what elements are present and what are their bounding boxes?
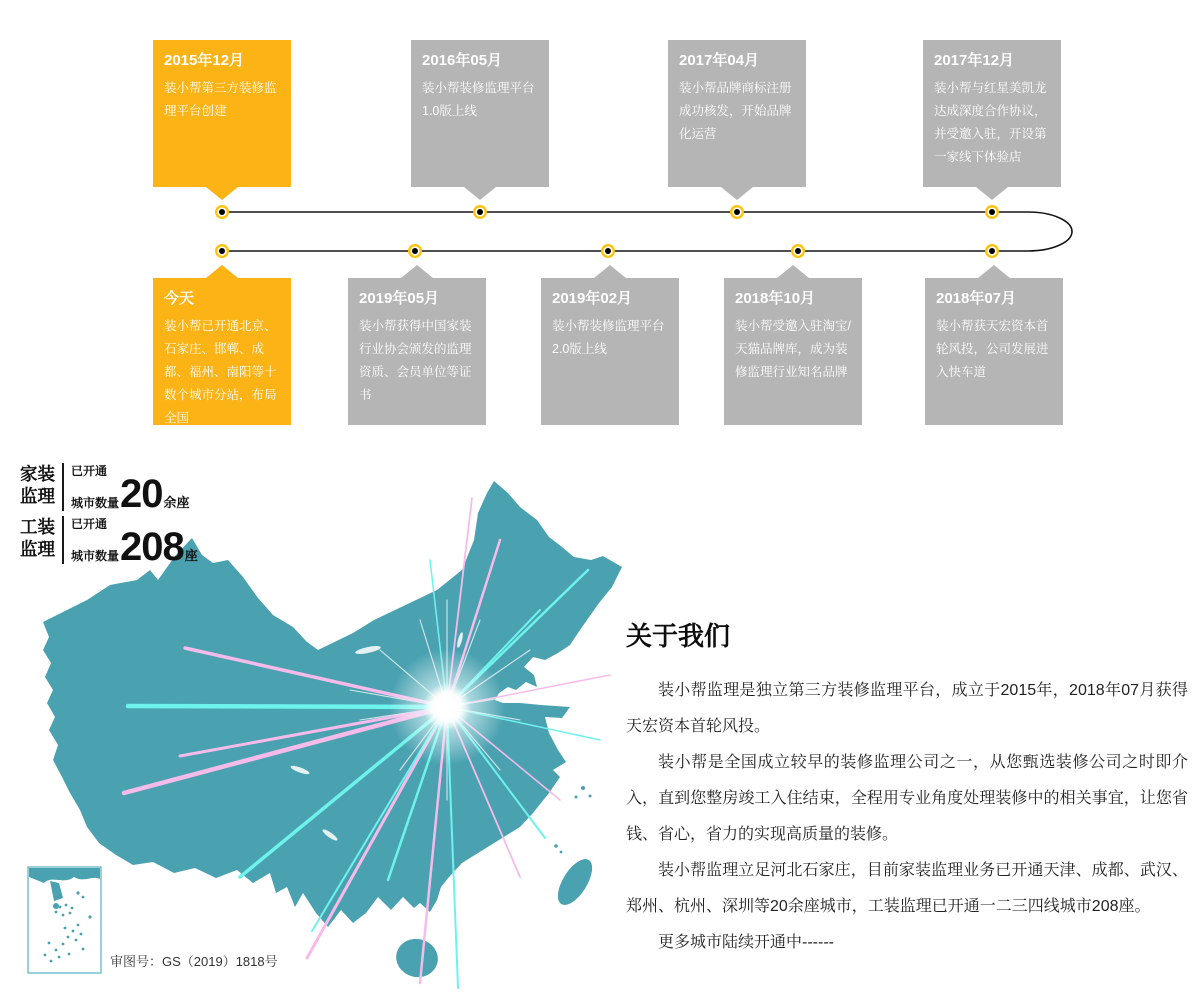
- milestone-date: 2015年12月: [164, 52, 245, 69]
- timeline-rail: [222, 212, 1072, 251]
- south-china-sea-inset: [28, 867, 101, 973]
- coverage-stats: [20, 463, 198, 569]
- milestone-2018-10: [724, 278, 862, 425]
- milestone-date: 今天: [164, 290, 195, 307]
- stat-detail: [62, 463, 190, 516]
- about-paragraph-4: 更多城市陆续开通中------: [658, 934, 834, 951]
- stat-label: 城市数量: [71, 549, 120, 563]
- milestone-text: 装小帮与红星美凯龙达成深度合作协议，并受邀入驻，开设第一家线下体验店: [934, 81, 1047, 164]
- map-approval-number: 审图号：GS（2019）1818号: [110, 954, 278, 969]
- milestone-2017-04: [668, 40, 806, 187]
- milestone-text: 装小帮获天宏资本首轮风投，公司发展进入快车道: [936, 319, 1049, 379]
- milestone-2019-05: [348, 278, 486, 425]
- about-paragraph-3: 装小帮监理立足河北石家庄，目前家装监理业务已开通天津、成都、武汉、郑州、杭州、深圳等20余座城市，工装监理已开通一二三四线城市208座。: [626, 862, 1188, 915]
- stat-status: 已开通: [71, 464, 108, 478]
- stat-unit: 余座: [163, 495, 190, 510]
- stat-category-line1: 工装: [20, 517, 55, 537]
- milestone-today: [153, 278, 291, 425]
- milestone-2018-07: [925, 278, 1063, 425]
- stat-category: [20, 516, 62, 564]
- milestone-2019-02: [541, 278, 679, 425]
- stat-label: 城市数量: [71, 496, 120, 510]
- milestone-date: 2018年10月: [735, 290, 816, 307]
- milestone-date: 2019年02月: [552, 290, 633, 307]
- about-title: 关于我们: [626, 621, 731, 651]
- milestone-text: 装小帮受邀入驻淘宝/天猫品牌库，成为装修监理行业知名品牌: [735, 319, 851, 379]
- milestone-2015-12: [153, 40, 291, 187]
- milestone-2017-12: [923, 40, 1061, 187]
- about-paragraph-1: 装小帮监理是独立第三方装修监理平台，成立于2015年，2018年07月获得天宏资本首轮风投。: [626, 682, 1188, 735]
- milestone-text: 装小帮第三方装修监理平台创建: [164, 81, 277, 118]
- milestone-date: 2018年07月: [936, 290, 1017, 307]
- stat-category-line2: 监理: [20, 486, 55, 506]
- milestone-text: 装小帮已开通北京、石家庄、邯郸、成都、福州、南阳等十数个城市分站，布局全国: [164, 319, 277, 425]
- taiwan-island: [551, 854, 599, 911]
- about-section: [626, 616, 1188, 961]
- hainan-island: [392, 934, 442, 982]
- stat-category-line2: 监理: [20, 539, 55, 559]
- stat-row-home-supervision: [20, 463, 198, 516]
- milestone-date: 2017年04月: [679, 52, 760, 69]
- stat-value: 20: [120, 472, 163, 516]
- milestone-date: 2017年12月: [934, 52, 1015, 69]
- milestone-text: 装小帮装修监理平台1.0版上线: [422, 81, 535, 118]
- milestone-text: 装小帮装修监理平台2.0版上线: [552, 319, 665, 356]
- milestone-text: 装小帮品牌商标注册成功核发，开始品牌化运营: [679, 81, 792, 141]
- milestone-text: 装小帮获得中国家装行业协会颁发的监理资质、会员单位等证书: [359, 319, 472, 402]
- stat-category: [20, 463, 62, 511]
- milestone-date: 2016年05月: [422, 52, 503, 69]
- stat-row-commercial-supervision: [20, 516, 198, 569]
- about-paragraph-2: 装小帮是全国成立较早的装修监理公司之一，从您甄选装修公司之时即介入，直到您整房竣工入住结束，全程用专业角度处理装修中的相关事宜，让您省钱、省心，省力的实现高质量的装修。: [626, 754, 1188, 843]
- stat-value: 208: [120, 525, 184, 569]
- milestone-2016-05: [411, 40, 549, 187]
- stat-detail: [62, 516, 198, 569]
- stat-category-line1: 家装: [20, 464, 55, 484]
- stat-status: 已开通: [71, 517, 108, 531]
- timeline-node-dots: [215, 205, 999, 258]
- stat-unit: 座: [184, 548, 198, 563]
- milestone-date: 2019年05月: [359, 290, 440, 307]
